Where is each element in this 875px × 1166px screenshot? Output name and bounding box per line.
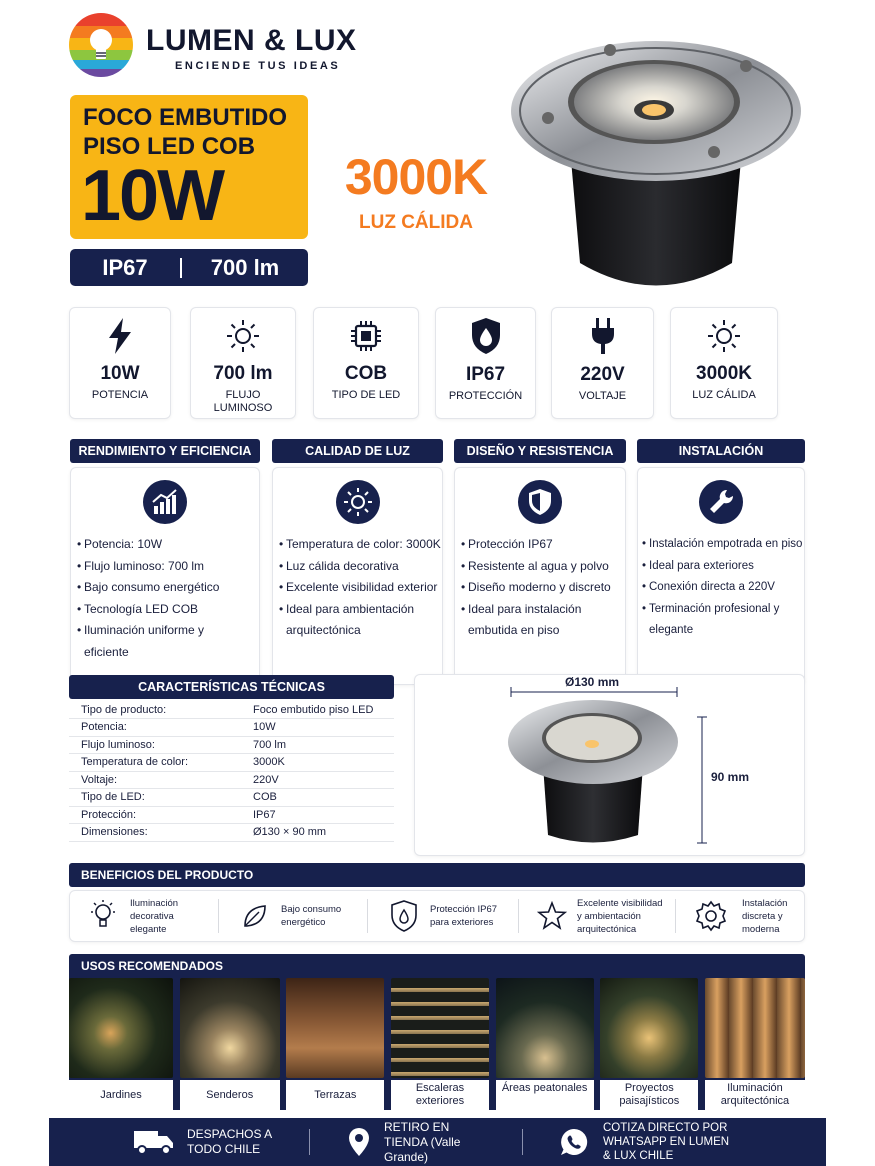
hero-title-line1: FOCO EMBUTIDO (83, 104, 287, 131)
feature-title: CALIDAD DE LUZ (272, 439, 443, 463)
table-row (69, 806, 394, 824)
spec-value: 700 lm (213, 363, 273, 384)
hero-title-box (70, 95, 308, 239)
footer-text: RETIRO EN TIENDA (Valle Grande) (384, 1119, 461, 1164)
spec-label: LUZ CÁLIDA (692, 389, 756, 401)
spec-value: IP67 (465, 364, 506, 385)
benefit-text: Bajo consumo energético (281, 904, 342, 928)
use-item-gardens (69, 978, 173, 1110)
benefit-item (219, 902, 367, 930)
list-item: • Tecnología LED COB (77, 599, 259, 621)
list-item: • Luz cálida decorativa (279, 556, 442, 578)
leaf-icon (241, 902, 269, 930)
spec-value: 220V (580, 364, 625, 385)
feature-column-design (454, 439, 626, 685)
row-label: Dimensiones: (69, 824, 241, 842)
table-row (69, 719, 394, 737)
footer-shipping (49, 1127, 309, 1157)
row-value: 700 lm (241, 736, 394, 754)
list-item: • Conexión directa a 220V (642, 577, 804, 599)
list-item: • Ideal para instalación embutida en piso (461, 599, 601, 642)
list-item: • Iluminación uniforme y eficiente (77, 620, 217, 663)
gear-icon (694, 899, 728, 933)
spec-value: 10W (100, 363, 140, 384)
use-item-walkways (496, 978, 594, 1110)
use-photo (391, 978, 489, 1078)
benefits-section (69, 863, 805, 942)
benefit-text: Iluminación decorativa elegante (130, 897, 179, 935)
use-label: Iluminación arquitectónica (705, 1080, 805, 1110)
use-label: Proyectos paisajísticos (600, 1080, 698, 1110)
dimension-height: 90 mm (711, 770, 750, 784)
star-icon (537, 901, 567, 931)
row-value: IP67 (241, 806, 394, 824)
benefit-item (519, 897, 675, 936)
spec-card-led-type (313, 307, 419, 419)
hero-kelvin: 3000K (344, 149, 488, 205)
shield-icon (518, 480, 562, 524)
uses-section (69, 954, 805, 1110)
benefits-title: BENEFICIOS DEL PRODUCTO (69, 863, 805, 887)
bulb-icon (88, 899, 118, 933)
spec-value: COB (344, 363, 388, 384)
drop-shield-icon (470, 317, 502, 355)
footer-text: DESPACHOS A TODO CHILE (187, 1127, 272, 1156)
sun-icon (336, 480, 380, 524)
spec-label: TIPO DE LED (331, 389, 401, 401)
table-row (69, 789, 394, 807)
benefit-item (676, 897, 804, 936)
benefit-item (368, 900, 518, 932)
sun-icon (706, 318, 742, 354)
row-label: Flujo luminoso: (69, 736, 241, 754)
spec-label: FLUJO LUMINOSO (213, 389, 273, 414)
row-value: 3000K (241, 754, 394, 772)
row-label: Voltaje: (69, 771, 241, 789)
product-image (510, 38, 802, 296)
use-photo (286, 978, 384, 1078)
row-label: Tipo de producto: (69, 701, 241, 719)
pin-icon (348, 1127, 370, 1157)
benefit-item (70, 897, 218, 936)
benefit-text: Instalación discreta y moderna (742, 897, 788, 935)
truck-icon (133, 1128, 175, 1156)
brand-tagline: ENCIENDE TUS IDEAS (175, 60, 341, 72)
table-row (69, 754, 394, 772)
hero-title-line2: PISO LED COB (83, 133, 256, 160)
use-label: Senderos (180, 1080, 280, 1110)
hero-light-type: LUZ CÁLIDA (359, 212, 473, 233)
table-row (69, 771, 394, 789)
spec-label: PROTECCIÓN (448, 390, 523, 402)
use-item-landscape (600, 978, 698, 1110)
footer-bar (49, 1118, 826, 1166)
plug-icon (589, 317, 617, 355)
list-item: • Flujo luminoso: 700 lm (77, 556, 259, 578)
list-item: • Diseño moderno y discreto (461, 577, 625, 599)
feature-title: INSTALACIÓN (637, 439, 805, 463)
dimensions-card (414, 674, 805, 856)
row-value: 220V (241, 771, 394, 789)
spec-card-lumens (190, 307, 296, 419)
row-value: COB (241, 789, 394, 807)
feature-column-performance (70, 439, 260, 685)
list-item: • Temperatura de color: 3000K (279, 534, 442, 556)
feature-column-light-quality (272, 439, 443, 685)
wrench-icon (699, 480, 743, 524)
bolt-icon (107, 318, 133, 354)
spec-label: VOLTAJE (578, 390, 627, 402)
product-dimension-image (508, 700, 678, 850)
technical-table (69, 675, 394, 842)
table-row (69, 701, 394, 719)
benefit-text: Protección IP67 para exteriores (430, 904, 498, 928)
footer-text: COTIZA DIRECTO POR WHATSAPP EN LUMEN & LUX CHILE (603, 1122, 730, 1162)
spec-value: 3000K (696, 363, 752, 384)
row-label: Protección: (69, 806, 241, 824)
use-item-terraces (286, 978, 384, 1110)
list-item: • Protección IP67 (461, 534, 625, 556)
use-photo (180, 978, 280, 1078)
use-label: Terrazas (286, 1080, 384, 1110)
whatsapp-icon (559, 1127, 589, 1157)
chip-icon (348, 318, 384, 354)
use-label: Jardines (69, 1080, 173, 1110)
hero-lumens: 700 lm (210, 254, 280, 280)
list-item: • Resistente al agua y polvo (461, 556, 625, 578)
hero-ip: IP67 (102, 254, 148, 280)
chart-icon (143, 480, 187, 524)
dimension-diameter: Ø130 mm (565, 675, 620, 689)
list-item: • Excelente visibilidad exterior (279, 577, 442, 599)
use-photo (496, 978, 594, 1078)
feature-title: DISEÑO Y RESISTENCIA (454, 439, 626, 463)
brand-name: LUMEN & LUX (146, 24, 357, 57)
list-item: • Bajo consumo energético (77, 577, 259, 599)
use-item-stairs (391, 978, 489, 1110)
list-item: • Ideal para exteriores (642, 556, 804, 578)
spec-card-color-temp (670, 307, 778, 419)
hero-power: 10W (81, 156, 224, 236)
row-value: 10W (241, 719, 394, 737)
uses-title: USOS RECOMENDADOS (81, 959, 224, 973)
hero-spec-bar (70, 249, 308, 286)
list-item: • Ideal para ambientación arquitectónica (279, 599, 419, 642)
feature-title: RENDIMIENTO Y EFICIENCIA (70, 439, 260, 463)
row-label: Temperatura de color: (69, 754, 241, 772)
table-row (69, 824, 394, 842)
row-value: Ø130 × 90 mm (241, 824, 394, 842)
table-row (69, 736, 394, 754)
feature-column-installation (637, 439, 805, 685)
row-label: Potencia: (69, 719, 241, 737)
drop-shield-icon (390, 900, 418, 932)
logo-icon (68, 12, 134, 78)
list-item: • Terminación profesional y elegante (642, 599, 782, 642)
footer-whatsapp (523, 1121, 731, 1163)
use-photo (705, 978, 805, 1078)
use-item-architecture (705, 978, 805, 1110)
footer-pickup (310, 1120, 522, 1165)
list-item: • Potencia: 10W (77, 534, 259, 556)
spec-cards (68, 307, 780, 419)
row-value: Foco embutido piso LED (241, 701, 394, 719)
row-label: Tipo de LED: (69, 789, 241, 807)
spec-card-protection (435, 307, 536, 419)
list-item: • Instalación empotrada en piso (642, 534, 804, 556)
use-photo (600, 978, 698, 1078)
use-label: Escaleras exteriores (391, 1080, 489, 1110)
sun-icon (225, 318, 261, 354)
spec-label: POTENCIA (91, 389, 149, 401)
technical-title: CARACTERÍSTICAS TÉCNICAS (69, 675, 394, 699)
use-label: Áreas peatonales (496, 1080, 594, 1110)
spec-card-voltage (551, 307, 654, 419)
use-photo (69, 978, 173, 1078)
spec-card-power (69, 307, 171, 419)
benefit-text: Excelente visibilidad y ambientación arquitectónica (577, 897, 663, 935)
use-item-paths (180, 978, 280, 1110)
